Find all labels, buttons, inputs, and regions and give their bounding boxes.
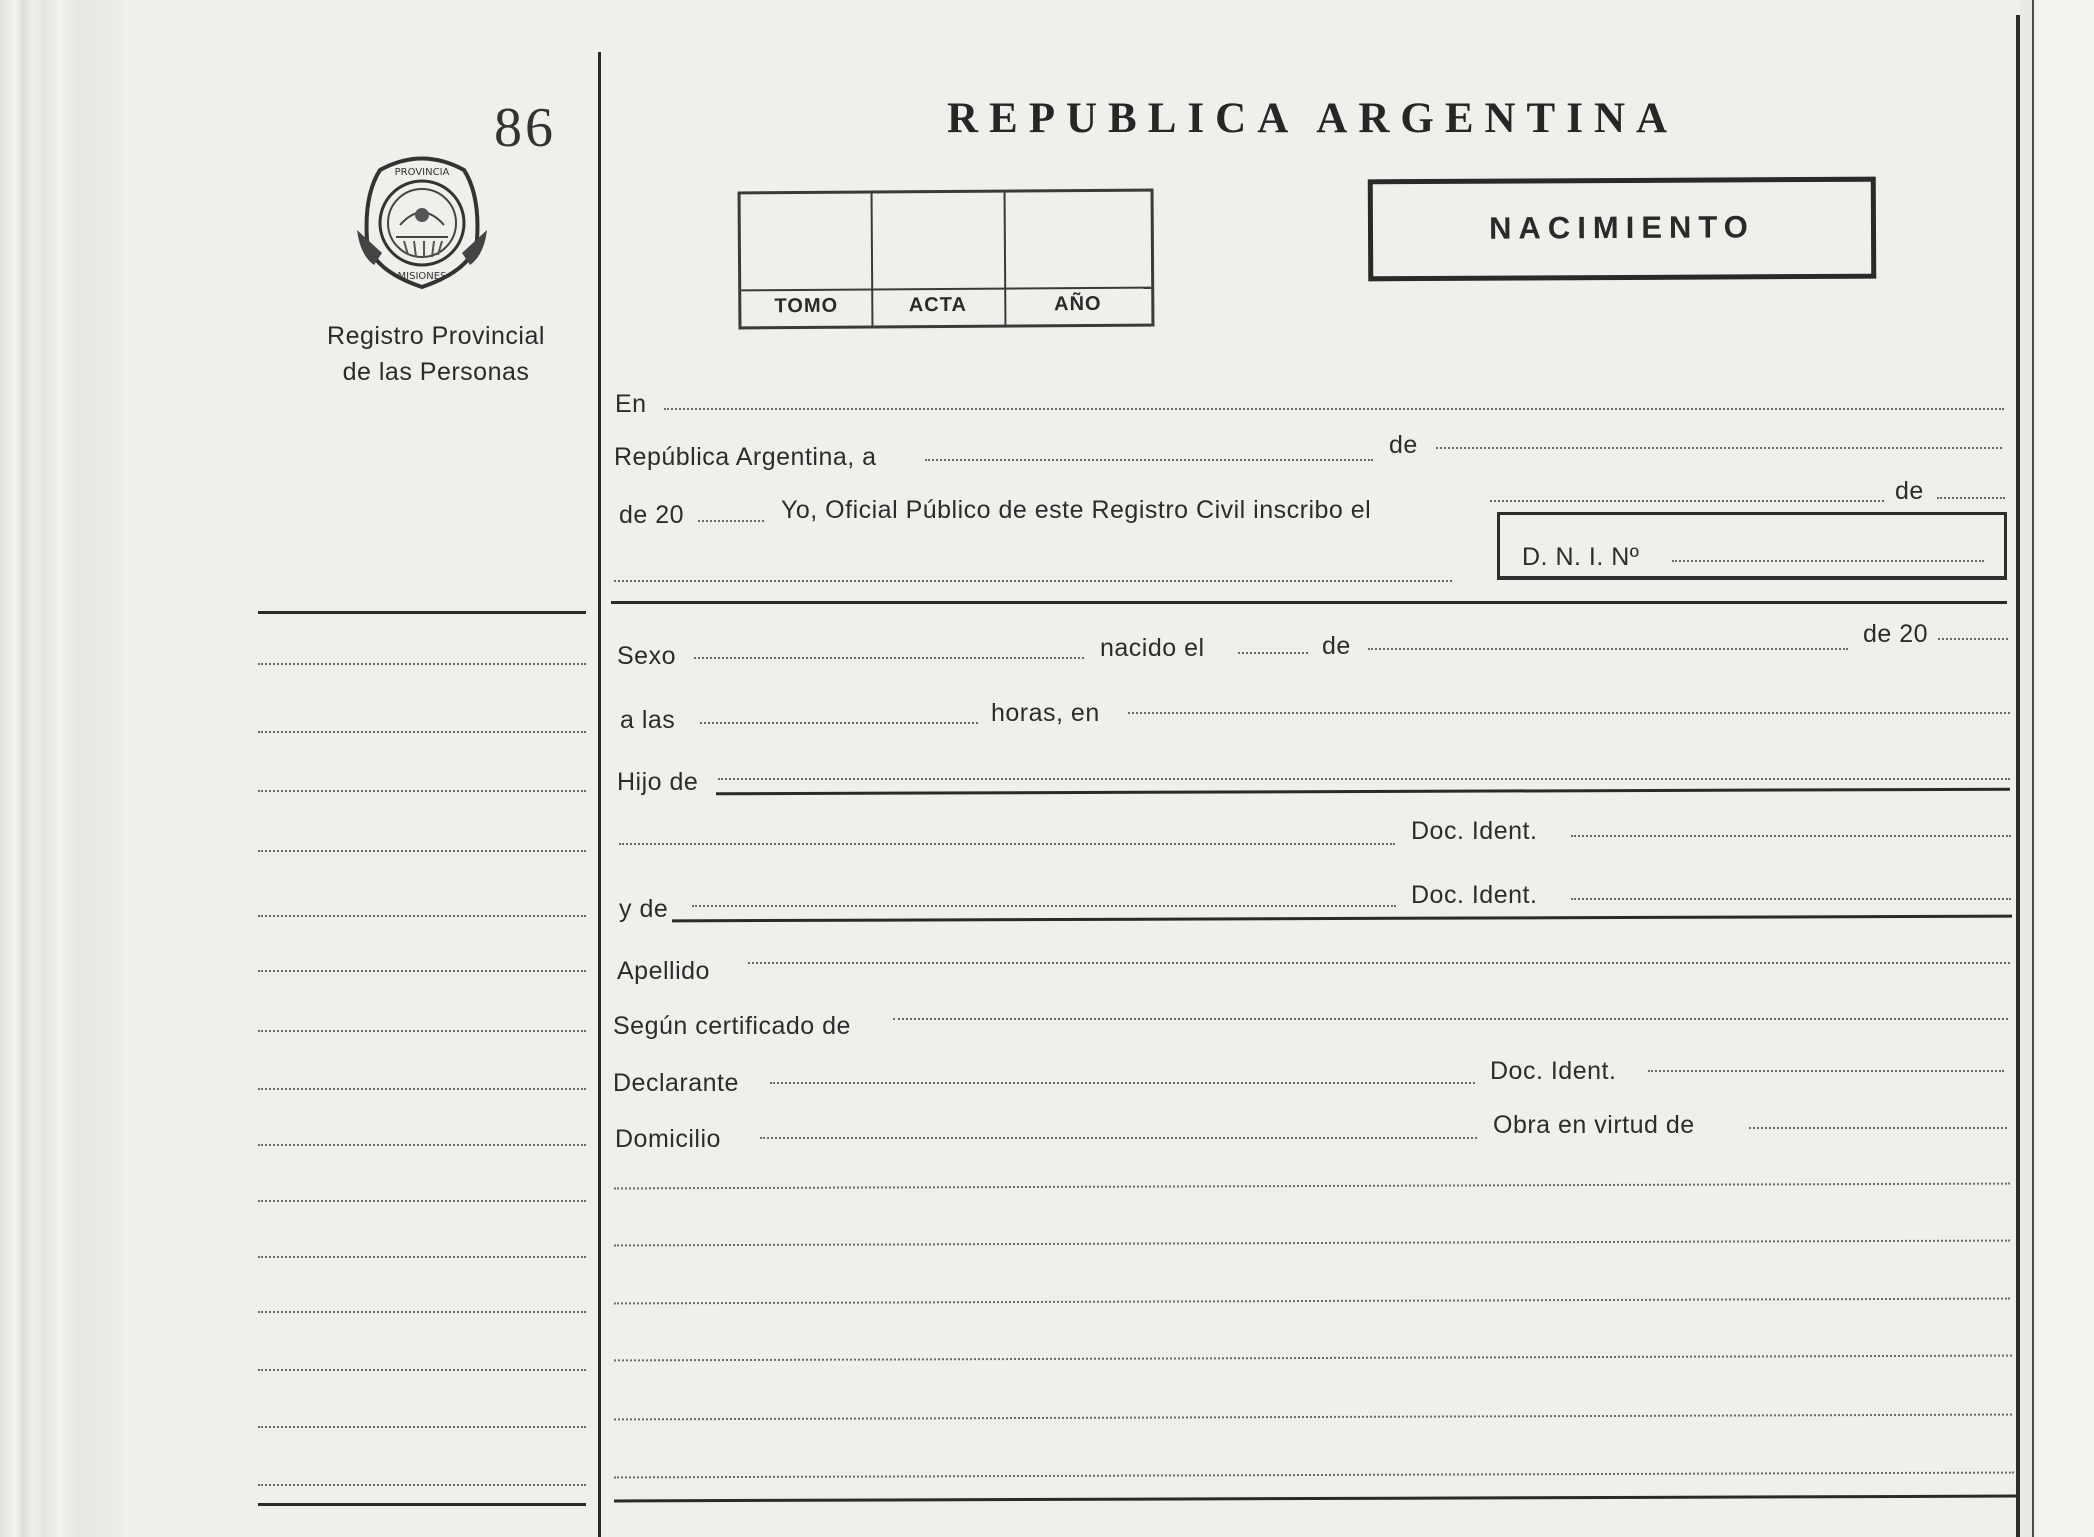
field-obra-virtud[interactable] xyxy=(1749,1127,2007,1129)
margin-line[interactable] xyxy=(258,1484,586,1486)
provincia-misiones-seal-icon xyxy=(352,145,492,295)
label-de20: de 20 xyxy=(619,501,685,529)
field-sexo[interactable] xyxy=(694,657,1084,659)
stacked-page-edges xyxy=(0,0,130,1537)
margin-top-rule xyxy=(258,611,586,614)
field-dia-nacimiento[interactable] xyxy=(1238,652,1308,654)
field-declarante[interactable] xyxy=(770,1082,1475,1084)
field-mes[interactable] xyxy=(1436,447,2002,449)
ano-label: AÑO xyxy=(1054,292,1102,316)
label-yo-oficial: Yo, Oficial Público de este Registro Civil inscribo el xyxy=(781,496,1372,524)
label-de: de xyxy=(1389,431,1418,459)
field-madre-doc[interactable] xyxy=(1571,898,2011,900)
field-certificado[interactable] xyxy=(893,1018,2008,1020)
margin-line[interactable] xyxy=(258,915,586,917)
label-de-3: de xyxy=(1322,632,1351,660)
field-en[interactable] xyxy=(664,408,2004,410)
sheet-right-border xyxy=(2016,15,2020,1537)
margin-line[interactable] xyxy=(258,790,586,792)
next-sheet xyxy=(2034,0,2094,1537)
margin-line[interactable] xyxy=(258,1311,586,1313)
field-fecha-inscripcion[interactable] xyxy=(1490,500,1884,502)
field-hora[interactable] xyxy=(700,722,978,724)
label-dni: D. N. I. Nº xyxy=(1522,543,1640,571)
margin-line[interactable] xyxy=(258,1369,586,1371)
label-horas-en: horas, en xyxy=(991,699,1100,727)
tomo-label: TOMO xyxy=(774,294,839,318)
organization-line-2: de las Personas xyxy=(342,358,530,386)
organization-line-1: Registro Provincial xyxy=(327,322,545,350)
tomo-cell[interactable] xyxy=(741,194,874,327)
margin-line[interactable] xyxy=(258,970,586,972)
margin-bottom-rule xyxy=(258,1503,586,1506)
margin-line[interactable] xyxy=(258,1144,586,1146)
field-padre-extra[interactable] xyxy=(619,843,1395,845)
margin-line[interactable] xyxy=(258,663,586,665)
margin-line[interactable] xyxy=(258,1426,586,1428)
label-doc-ident-3: Doc. Ident. xyxy=(1490,1057,1617,1085)
field-mes-nacimiento[interactable] xyxy=(1368,648,1848,650)
label-doc-ident-2: Doc. Ident. xyxy=(1411,881,1538,909)
acta-label: ACTA xyxy=(908,293,967,317)
label-doc-ident: Doc. Ident. xyxy=(1411,817,1538,845)
label-de-2: de xyxy=(1895,477,1924,505)
act-type-box: NACIMIENTO xyxy=(1368,177,1877,282)
label-a-las: a las xyxy=(620,706,676,734)
margin-line[interactable] xyxy=(258,1256,586,1258)
section-rule xyxy=(611,601,2007,604)
field-dia[interactable] xyxy=(925,459,1373,461)
label-obra: Obra en virtud de xyxy=(1493,1111,1695,1139)
label-declarante: Declarante xyxy=(613,1069,739,1097)
label-de20-2: de 20 xyxy=(1863,620,1929,648)
svg-text:PROVINCIA: PROVINCIA xyxy=(394,167,450,178)
field-lugar-nacimiento[interactable] xyxy=(1128,712,2010,714)
field-mes-inscripcion[interactable] xyxy=(1937,497,2005,499)
field-anio[interactable] xyxy=(698,520,764,522)
margin-divider xyxy=(598,52,601,1537)
reference-table xyxy=(738,189,1155,330)
label-en: En xyxy=(615,390,647,418)
label-republica: República Argentina, a xyxy=(614,443,877,471)
margin-line[interactable] xyxy=(258,1030,586,1032)
field-madre[interactable] xyxy=(692,905,1396,907)
acta-cell[interactable] xyxy=(871,193,1007,326)
field-nombre-inscripto[interactable] xyxy=(614,580,1452,582)
margin-line[interactable] xyxy=(258,1088,586,1090)
margin-line[interactable] xyxy=(258,1200,586,1202)
label-nacido-el: nacido el xyxy=(1100,634,1205,662)
field-declarante-doc[interactable] xyxy=(1648,1070,2004,1072)
field-dni[interactable] xyxy=(1672,560,1984,562)
label-y-de: y de xyxy=(619,895,669,923)
field-domicilio[interactable] xyxy=(760,1137,1477,1139)
label-sexo: Sexo xyxy=(617,642,676,670)
label-hijo-de: Hijo de xyxy=(617,768,699,796)
label-domicilio: Domicilio xyxy=(615,1125,721,1153)
svg-text:MISIONES: MISIONES xyxy=(397,271,447,282)
field-apellido[interactable] xyxy=(748,962,2010,964)
country-title: REPUBLICA ARGENTINA xyxy=(947,95,1679,142)
field-anio-nacimiento[interactable] xyxy=(1938,638,2008,640)
field-padre[interactable] xyxy=(718,778,2010,780)
field-padre-doc[interactable] xyxy=(1571,835,2011,837)
page-number: 86 xyxy=(494,97,556,159)
margin-line[interactable] xyxy=(258,731,586,733)
margin-line[interactable] xyxy=(258,850,586,852)
label-apellido: Apellido xyxy=(617,957,710,985)
label-segun: Según certificado de xyxy=(613,1012,851,1040)
organization-name xyxy=(296,318,576,390)
ano-cell[interactable] xyxy=(1004,192,1152,325)
